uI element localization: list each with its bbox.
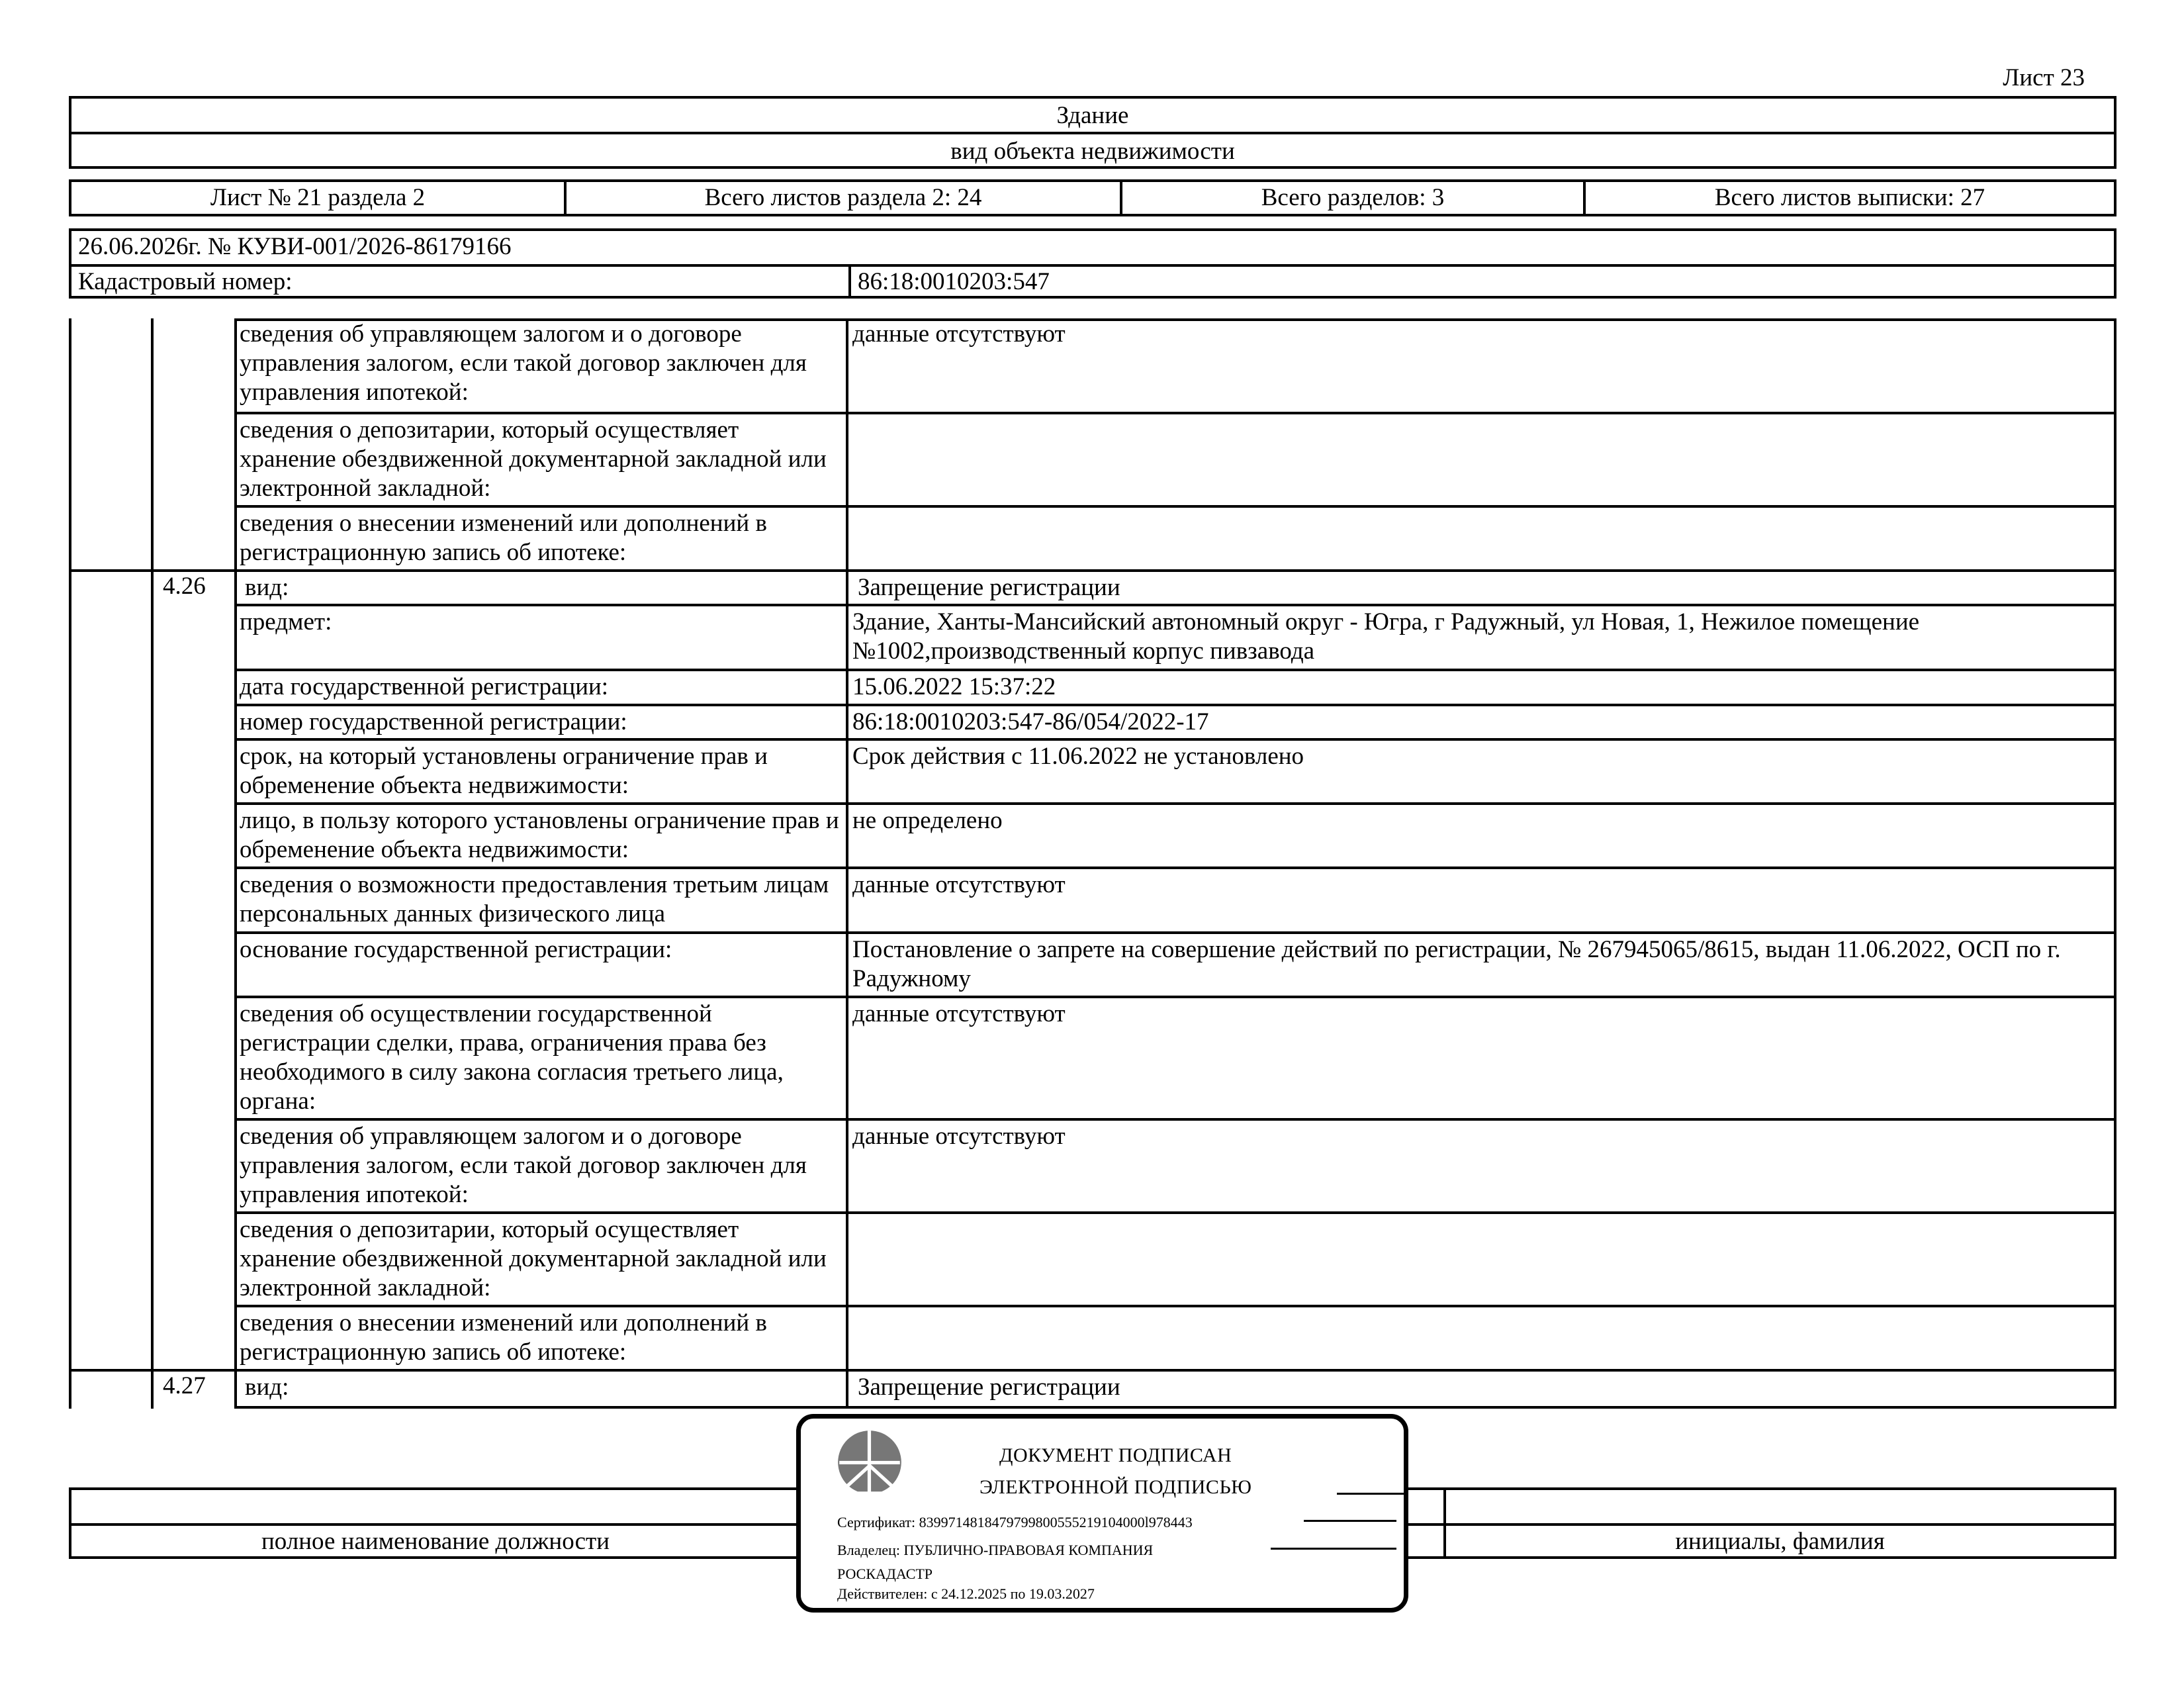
table-row (69, 569, 2116, 606)
row-value (846, 1214, 2116, 1215)
roskadastr-logo-icon (835, 1428, 904, 1497)
row-label: сведения об управляющем залогом и о договоре управления залогом, если такой договор заключен для управления ипотекой: (240, 320, 807, 406)
row-label: вид: (245, 574, 289, 601)
stamp-owner-line2: РОСКАДАСТР (837, 1566, 933, 1582)
table-row (234, 505, 2116, 572)
extract-info (69, 228, 2116, 299)
extract-date-number: 26.06.2026г. № КУВИ-001/2026-86179166 (78, 233, 512, 260)
row-label: сведения об осуществлении государственной регистрации сделки, права, ограничения права без необходимого в силу закона согласия третьего лица, органа: (240, 1000, 784, 1115)
total-sheets-section: Всего листов раздела 2: 24 (704, 184, 982, 211)
table-row (234, 1211, 2116, 1307)
stamp-title-line1: ДОКУМЕНТ ПОДПИСАН (999, 1444, 1232, 1466)
stamp-title-line2: ЭЛЕКТРОННОЙ ПОДПИСЬЮ (979, 1476, 1252, 1498)
row-label: лицо, в пользу которого установлены ограничение прав и обременение объекта недвижимости: (240, 807, 839, 863)
row-label: сведения о депозитарии, который осуществляет хранение обездвиженной документарной закладной или электронной закладной: (240, 416, 827, 502)
row-number: 4.27 (163, 1372, 206, 1399)
divider (71, 132, 2114, 134)
table-row (234, 867, 2116, 934)
row-label: основание государственной регистрации: (240, 936, 672, 963)
table-row (234, 704, 2116, 741)
position-caption: полное наименование должности (261, 1528, 610, 1555)
row-label: вид: (245, 1374, 289, 1401)
total-sections: Всего разделов: 3 (1261, 184, 1445, 211)
row-value: данные отсутствуют (852, 320, 1066, 348)
row-value: Запрещение регистрации (858, 574, 1120, 601)
stamp-owner-line1: Владелец: ПУБЛИЧНО-ПРАВОВАЯ КОМПАНИЯ (837, 1542, 1154, 1558)
row-label: сведения об управляющем залогом и о договоре управления залогом, если такой договор заключен для управления ипотекой: (240, 1123, 807, 1208)
cadastral-label: Кадастровый номер: (78, 268, 293, 295)
row-value: Здание, Ханты-Мансийский автономный округ - Югра, г Радужный, ул Новая, 1, Нежилое помещение №1002,производственный корпус пивзавода (852, 608, 1920, 665)
row-value: данные отсутствуют (852, 1123, 1066, 1150)
table-row (234, 931, 2116, 998)
row-value: данные отсутствуют (852, 871, 1066, 898)
row-value (846, 414, 2116, 416)
row-label: дата государственной регистрации: (240, 673, 609, 700)
table-row (234, 738, 2116, 805)
row-value: данные отсутствуют (852, 1000, 1066, 1027)
sheet-of-section: Лист № 21 раздела 2 (210, 184, 426, 211)
cadastral-value: 86:18:0010203:547 (858, 268, 1050, 295)
row-label: сведения о внесении изменений или дополнений в регистрационную запись об ипотеке: (240, 510, 767, 566)
table-row (234, 604, 2116, 671)
row-value: Постановление о запрете на совершение действий по регистрации, № 267945065/8615, выдан 11.06.2022, ОСП по г. Радужному (852, 936, 2061, 992)
object-name: Здание (1056, 102, 1129, 129)
total-sheets-extract: Всего листов выписки: 27 (1714, 184, 1985, 211)
row-value: 86:18:0010203:547-86/054/2022-17 (852, 708, 1209, 735)
table-row (69, 1369, 2116, 1411)
table-row (234, 1305, 2116, 1372)
table-row (234, 996, 2116, 1121)
object-header (69, 96, 2116, 169)
table-row (234, 802, 2116, 869)
table-row (234, 1118, 2116, 1214)
sheet-number: Лист 23 (2003, 64, 2085, 91)
row-value: не определено (852, 807, 1003, 834)
row-label: предмет: (240, 608, 332, 635)
row-label: сведения о возможности предоставления третьим лицам персональных данных физического лица (240, 871, 829, 927)
row-label: срок, на который установлены ограничение прав и обременение объекта недвижимости: (240, 743, 768, 799)
info-bar (69, 179, 2116, 216)
table-row (234, 669, 2116, 706)
e-signature-stamp (796, 1414, 1408, 1613)
table-row (234, 412, 2116, 508)
row-value: Запрещение регистрации (858, 1374, 1120, 1401)
object-type-caption: вид объекта недвижимости (950, 138, 1235, 165)
row-value: 15.06.2022 15:37:22 (852, 673, 1056, 700)
stamp-validity: Действителен: с 24.12.2025 по 19.03.2027 (837, 1585, 1095, 1602)
row-value (846, 1307, 2116, 1309)
row-number: 4.26 (163, 573, 206, 600)
row-value (846, 508, 2116, 509)
stamp-certificate: Сертификат: 8399714818479799800555219104000l978443 (837, 1514, 1193, 1530)
name-caption: инициалы, фамилия (1675, 1528, 1885, 1555)
table-row (234, 318, 2116, 412)
register-table (69, 318, 2116, 1409)
row-value: Срок действия с 11.06.2022 не установлено (852, 743, 1304, 770)
row-label: номер государственной регистрации: (240, 708, 627, 735)
row-label: сведения о внесении изменений или дополнений в регистрационную запись об ипотеке: (240, 1309, 767, 1366)
row-label: сведения о депозитарии, который осуществляет хранение обездвиженной документарной закладной или электронной закладной: (240, 1216, 827, 1301)
